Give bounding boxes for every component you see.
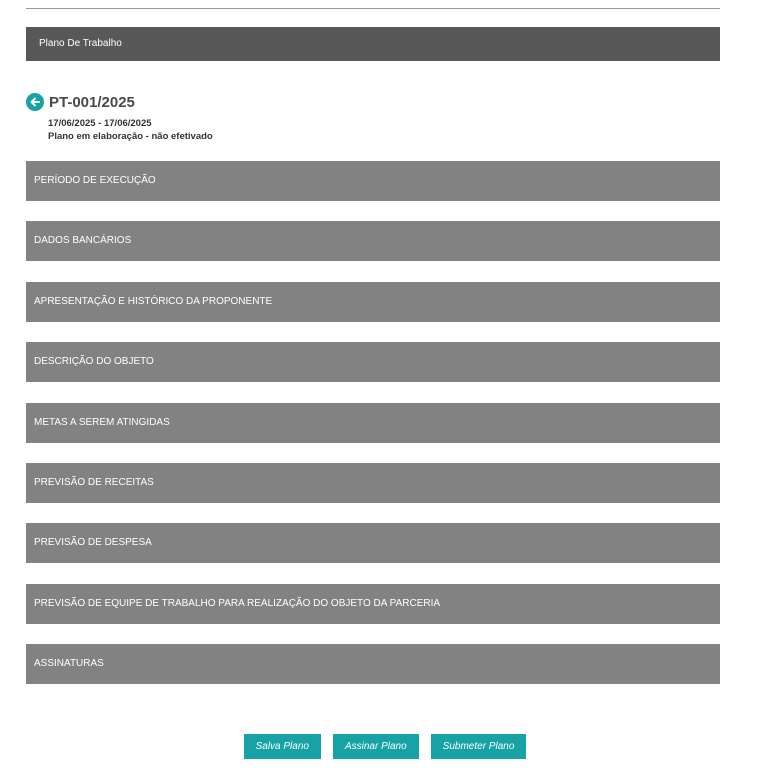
plan-id: PT-001/2025 bbox=[49, 93, 135, 111]
action-bar bbox=[0, 734, 770, 759]
plan-status: Plano em elaboração - não efetivado bbox=[48, 131, 213, 142]
back-arrow-icon[interactable] bbox=[26, 93, 44, 111]
top-divider bbox=[26, 8, 720, 9]
section-descricao-objeto[interactable] bbox=[26, 342, 720, 382]
section-label: ASSINATURAS bbox=[34, 658, 104, 670]
sign-plan-button[interactable]: Assinar Plano bbox=[333, 734, 419, 759]
section-periodo-execucao[interactable] bbox=[26, 161, 720, 201]
plan-id-row bbox=[26, 92, 720, 112]
save-plan-button[interactable]: Salva Plano bbox=[244, 734, 321, 759]
section-label: PREVISÃO DE DESPESA bbox=[34, 537, 152, 549]
section-assinaturas[interactable] bbox=[26, 644, 720, 684]
section-dados-bancarios[interactable] bbox=[26, 221, 720, 261]
plan-header bbox=[26, 92, 720, 142]
plan-dates: 17/06/2025 - 17/06/2025 bbox=[48, 118, 152, 129]
section-label: PREVISÃO DE EQUIPE DE TRABALHO PARA REALIZAÇÃO DO OBJETO DA PARCERIA bbox=[34, 597, 441, 609]
section-previsao-equipe[interactable] bbox=[26, 584, 720, 624]
section-metas[interactable] bbox=[26, 403, 720, 443]
section-label: PREVISÃO DE RECEITAS bbox=[34, 476, 154, 488]
section-apresentacao-historico[interactable] bbox=[26, 282, 720, 322]
section-list bbox=[26, 161, 720, 705]
section-label: METAS A SEREM ATINGIDAS bbox=[34, 416, 170, 428]
section-previsao-receitas[interactable] bbox=[26, 463, 720, 503]
section-label: APRESENTAÇÃO E HISTÓRICO DA PROPONENTE bbox=[34, 295, 273, 307]
page-title: Plano De Trabalho bbox=[39, 38, 122, 49]
section-label: PERÍODO DE EXECUÇÃO bbox=[34, 175, 156, 186]
section-label: DESCRIÇÃO DO OBJETO bbox=[34, 356, 154, 368]
submit-plan-button[interactable]: Submeter Plano bbox=[431, 734, 527, 759]
section-previsao-despesa[interactable] bbox=[26, 523, 720, 563]
section-label: DADOS BANCÁRIOS bbox=[34, 235, 132, 247]
page-title-bar bbox=[26, 27, 720, 61]
